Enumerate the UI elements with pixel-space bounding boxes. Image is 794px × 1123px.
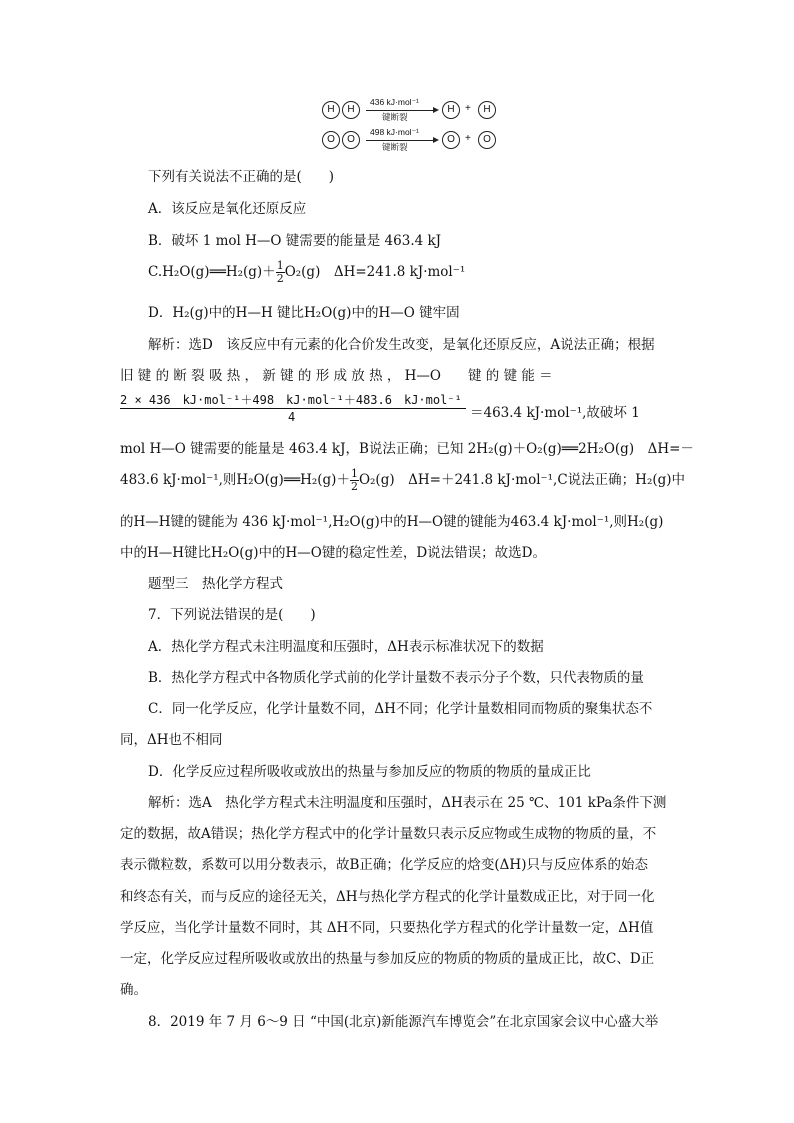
analysis-line: mol H—O 键需要的能量是 463.4 kJ，B说法正确；已知 2H₂(g)＋O₂(g)══2H₂O(g) ΔH=－ <box>120 441 694 457</box>
fraction-bar <box>120 408 466 409</box>
analysis-line: 表示微粒数，系数可以用分数表示，故B正确；化学反应的焓变(ΔH)只与反应体系的始态 <box>120 857 648 873</box>
arrow-head <box>433 107 439 113</box>
analysis-line: 学反应，当化学计量数不同时，其 ΔH不同，只要热化学方程式的化学计量数一定，ΔH值 <box>120 920 654 936</box>
option-b: B．破坏 1 mol H—O 键需要的能量是 463.4 kJ <box>148 233 442 249</box>
atom-h: H <box>342 101 360 119</box>
energy-label: 436 kJ·mol⁻¹ <box>370 97 419 107</box>
analysis-line: 解析：选A 热化学方程式未注明温度和压强时，ΔH表示在 25 ℃、101 kPa条件下测 <box>148 795 667 811</box>
q7-option-a: A．热化学方程式未注明温度和压强时，ΔH表示标准状况下的数据 <box>148 639 544 655</box>
fraction-half <box>350 468 359 493</box>
atom-o: O <box>478 131 496 149</box>
analysis-line <box>120 468 685 493</box>
fraction-numerator: 2 × 436 kJ·mol⁻¹＋498 kJ·mol⁻¹＋483.6 kJ·mol⁻¹ <box>120 393 462 407</box>
atom-h: H <box>442 101 460 119</box>
action-label: 键断裂 <box>382 143 408 153</box>
diagram-row-h2 <box>322 98 502 122</box>
frac-den: 2 <box>276 272 284 285</box>
atom-o: O <box>342 131 360 149</box>
question-stem: 下列有关说法不正确的是( ) <box>148 169 335 185</box>
arrow-head <box>433 137 439 143</box>
q7-option-c: C．同一化学反应，化学计量数不同，ΔH不同；化学计量数相同而物质的聚集状态不 <box>148 701 653 717</box>
plus-sign: + <box>465 103 471 114</box>
frac-den: 2 <box>350 480 358 493</box>
analysis-line: ＝463.4 kJ·mol⁻¹,故破坏 1 <box>470 405 640 421</box>
q7-option-c-cont: 同，ΔH也不相同 <box>120 732 223 748</box>
analysis-line: 定的数据，故A错误；热化学方程式中的化学计量数只表示反应物或生成物的物质的量，不 <box>120 826 657 842</box>
action-label: 键断裂 <box>382 113 408 123</box>
analysis-line: 解析：选D 该反应中有元素的化合价发生改变，是氧化还原反应，A说法正确；根据 <box>148 337 655 353</box>
analysis-line: 确。 <box>120 982 147 998</box>
plus-sign: + <box>465 133 471 144</box>
option-d: D．H₂(g)中的H—H 键比H₂O(g)中的H—O 键牢固 <box>148 305 460 321</box>
option-c-pre: C.H₂O(g)══H₂(g)＋ <box>148 264 276 280</box>
analysis-line: 和终态有关，而与反应的途径无关，ΔH与热化学方程式的化学计量数成正比，对于同一化 <box>120 889 655 905</box>
diagram-row-o2 <box>322 128 502 152</box>
atom-h: H <box>478 101 496 119</box>
frac-num: 1 <box>350 467 358 480</box>
question-8-stem: 8．2019 年 7 月 6～9 日 “中国(北京)新能源汽车博览会”在北京国家会议中心盛大举 <box>148 1014 659 1030</box>
option-c <box>148 260 465 285</box>
option-a: A．该反应是氧化还原反应 <box>148 201 307 217</box>
section-heading: 题型三 热化学方程式 <box>148 576 283 592</box>
frac-num: 1 <box>276 259 284 272</box>
q7-option-b: B．热化学方程式中各物质化学式前的化学计量数不表示分子个数，只代表物质的量 <box>148 670 644 686</box>
analysis-line: 中的H—H键比H₂O(g)中的H—O键的稳定性差，D说法错误；故选D。 <box>120 545 546 561</box>
bond-energy-diagram <box>322 98 502 156</box>
analysis-pre: 483.6 kJ·mol⁻¹,则H₂O(g)══H₂(g)＋ <box>120 472 350 488</box>
fraction-denominator: 4 <box>288 410 296 424</box>
atom-h: H <box>322 101 340 119</box>
atom-o: O <box>442 131 460 149</box>
atom-o: O <box>322 131 340 149</box>
fraction-half <box>276 260 285 285</box>
analysis-line: 旧 键 的 断 裂 吸 热 ， 新 键 的 形 成 放 热 ， H—O 键 的 键 能 ＝ <box>120 368 553 384</box>
q7-option-d: D．化学反应过程所吸收或放出的热量与参加反应的物质的物质的量成正比 <box>148 764 591 780</box>
analysis-post: O₂(g) ΔH=＋241.8 kJ·mol⁻¹,C说法正确；H₂(g)中 <box>358 472 686 488</box>
question-7-stem: 7．下列说法错误的是( ) <box>148 607 316 623</box>
analysis-line: 的H—H键的键能为 436 kJ·mol⁻¹,H₂O(g)中的H—O键的键能为463.4 kJ·mol⁻¹,则H₂(g) <box>120 514 664 530</box>
option-c-post: O₂(g) ΔH=241.8 kJ·mol⁻¹ <box>284 264 466 280</box>
analysis-line: 一定，化学反应过程所吸收或放出的热量与参加反应的物质的物质的量成正比，故C、D正 <box>120 951 655 967</box>
energy-label: 498 kJ·mol⁻¹ <box>370 127 419 137</box>
